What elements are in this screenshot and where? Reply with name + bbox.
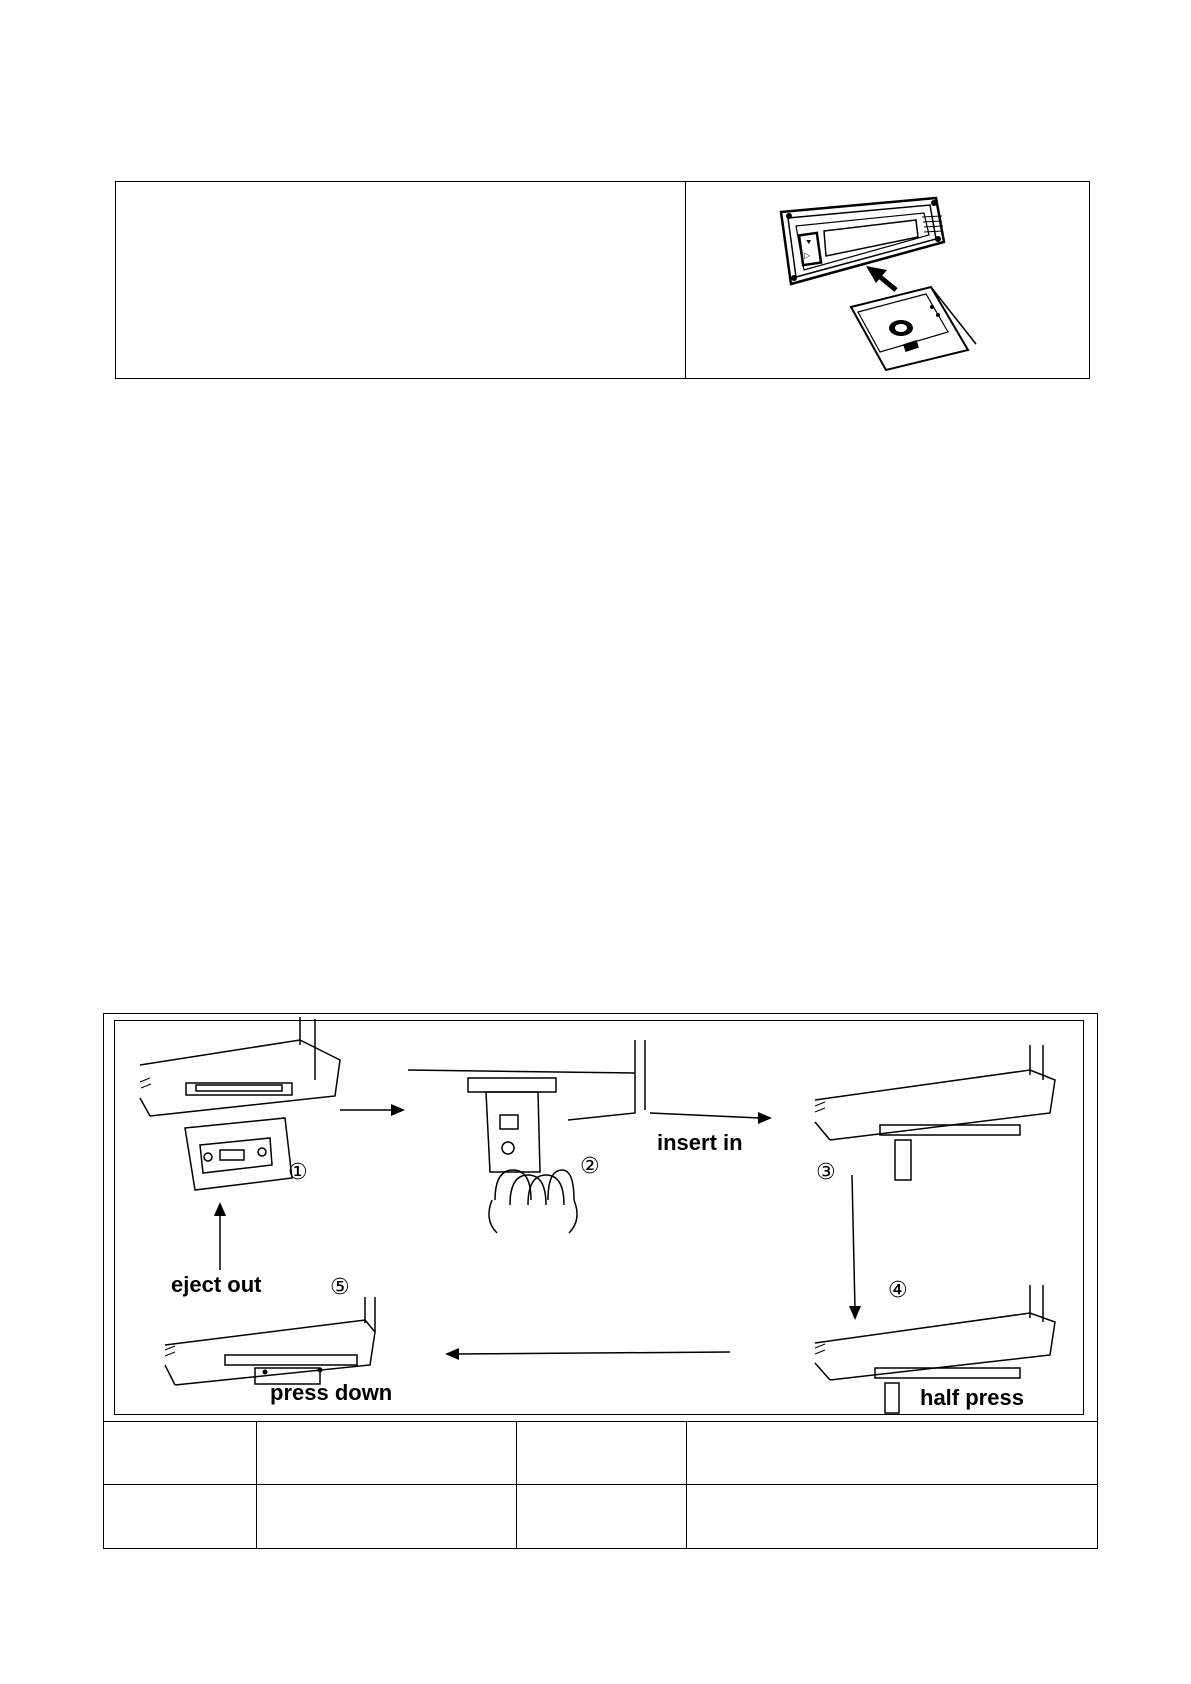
bottom-table-row [103,1421,1098,1485]
step-1-number: ① [288,1160,308,1185]
table-cell [257,1485,517,1549]
press-down-label: press down [270,1380,393,1405]
svg-text:▷: ▷ [804,251,811,260]
table-cell [687,1422,1097,1484]
table-cell [257,1422,517,1484]
insert-in-label: insert in [657,1130,743,1155]
step-3-number: ③ [816,1160,836,1185]
step-4-number: ④ [888,1278,908,1303]
table-cell [103,1422,257,1484]
table-cell [103,1485,257,1549]
step-5-number: ⑤ [330,1275,350,1300]
eject-out-label: eject out [171,1272,262,1297]
table-cell [517,1485,687,1549]
bottom-table-row [103,1485,1098,1549]
step-2-number: ② [580,1154,600,1179]
bottom-table [103,1421,1098,1549]
table-cell [517,1422,687,1484]
half-press-label: half press [920,1385,1024,1410]
table-cell [687,1485,1097,1549]
